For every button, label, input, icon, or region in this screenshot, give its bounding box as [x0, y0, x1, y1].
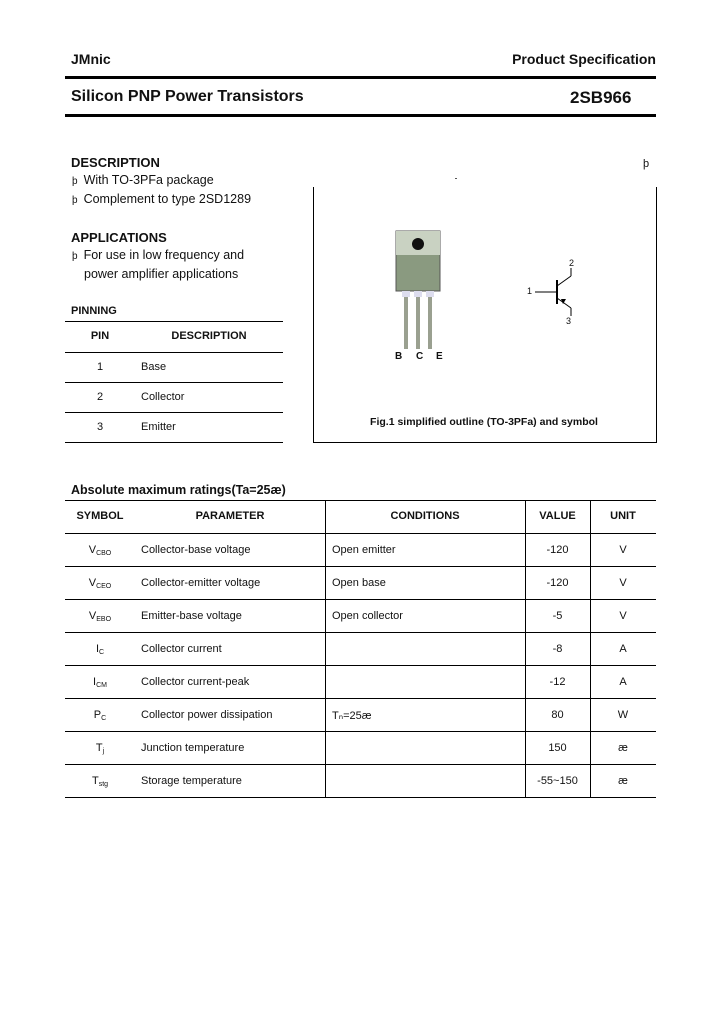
header-unit: UNIT	[610, 510, 636, 522]
row-divider	[65, 797, 656, 798]
pin-description: Collector	[141, 391, 185, 403]
unit-cell: æ	[618, 775, 628, 787]
unit-cell: A	[619, 676, 627, 688]
unit-cell: V	[619, 544, 627, 556]
description-item: þ With TO-3PFa package	[72, 173, 214, 187]
pin-description: Emitter	[141, 421, 176, 433]
header-rule	[65, 76, 656, 79]
applications-item: þ For use in low frequency and	[72, 248, 245, 262]
symbol-pin-2: 2	[569, 258, 575, 268]
pin-number: 2	[96, 391, 104, 403]
value-cell: -12	[549, 676, 566, 688]
applications-item: power amplifier applications	[84, 267, 239, 281]
header-parameter: PARAMETER	[195, 510, 265, 522]
desc-col-header: DESCRIPTION	[171, 330, 247, 342]
symbol-cell: $V_{EBO}$	[88, 610, 112, 623]
parameter-cell: Collector current-peak	[141, 676, 250, 688]
pin-number: 3	[96, 421, 104, 433]
parameter-cell: Junction temperature	[141, 742, 245, 754]
pin-description: Base	[141, 361, 167, 373]
unit-cell: W	[617, 709, 629, 721]
value-cell: -120	[546, 577, 569, 589]
parameter-cell: Collector current	[141, 643, 222, 655]
unit-cell: æ	[618, 742, 628, 754]
pinning-heading: PINNING	[71, 305, 117, 317]
row-divider	[65, 566, 656, 567]
symbol-cell: $I_C$	[95, 643, 105, 656]
value-cell: -5	[552, 610, 563, 622]
symbol-cell: $P_C$	[93, 709, 107, 722]
title-rule	[65, 114, 656, 117]
ratings-heading: Absolute maximum ratings(Ta=25æ)	[71, 483, 286, 497]
figure-box	[313, 187, 657, 443]
doc-type: Product Specification	[512, 51, 656, 67]
value-cell: -55~150	[537, 775, 578, 787]
parameter-cell: Collector power dissipation	[141, 709, 273, 721]
row-divider	[65, 632, 656, 633]
conditions-cell: Open base	[332, 577, 386, 589]
parameter-cell: Storage temperature	[141, 775, 242, 787]
applications-heading: APPLICATIONS	[71, 230, 167, 245]
unit-cell: V	[619, 610, 627, 622]
lead-label-c: C	[416, 351, 424, 362]
row-divider	[65, 698, 656, 699]
page-title: Silicon PNP Power Transistors	[71, 88, 304, 105]
figure-caption: Fig.1 simplified outline (TO-3PFa) and symbol	[370, 416, 598, 428]
lead-label-e: E	[436, 351, 443, 362]
pnp-transistor-symbol-icon	[535, 268, 585, 318]
header-conditions: CONDITIONS	[390, 510, 460, 522]
symbol-pin-3: 3	[566, 316, 572, 326]
unit-cell: A	[619, 643, 627, 655]
row-divider	[65, 731, 656, 732]
company-name: JMnic	[71, 51, 111, 67]
value-cell: -8	[552, 643, 563, 655]
symbol-cell: $V_{CEO}$	[88, 577, 112, 590]
parameter-cell: Emitter-base voltage	[141, 610, 242, 622]
description-item: þ Complement to type 2SD1289	[72, 192, 252, 206]
symbol-cell: $I_{CM}$	[93, 676, 107, 689]
row-divider	[65, 764, 656, 765]
conditions-cell: Open emitter	[332, 544, 396, 556]
header-symbol: SYMBOL	[76, 510, 124, 522]
description-heading: DESCRIPTION	[71, 155, 160, 170]
pin-col-header: PIN	[90, 330, 110, 342]
package-outline-icon	[390, 225, 450, 355]
unit-cell: V	[619, 577, 627, 589]
conditions-cell: Tₙ=25æ	[332, 710, 372, 722]
pin-number: 1	[96, 361, 104, 373]
value-cell: -120	[546, 544, 569, 556]
value-cell: 150	[548, 742, 567, 754]
symbol-cell: $T_{stg}$	[91, 775, 109, 788]
row-divider	[65, 599, 656, 600]
header-value: VALUE	[539, 510, 576, 522]
value-cell: 80	[551, 709, 564, 721]
part-number: 2SB966	[570, 88, 632, 107]
parameter-cell: Collector-base voltage	[141, 544, 251, 556]
parameter-cell: Collector-emitter voltage	[141, 577, 261, 589]
stray-mark: þ	[643, 158, 650, 170]
conditions-cell: Open collector	[332, 610, 403, 622]
symbol-cell: $V_{CBO}$	[88, 544, 112, 557]
symbol-pin-1: 1	[527, 286, 533, 296]
symbol-cell: $T_j$	[95, 742, 105, 755]
lead-label-b: B	[395, 351, 403, 362]
row-divider	[65, 665, 656, 666]
